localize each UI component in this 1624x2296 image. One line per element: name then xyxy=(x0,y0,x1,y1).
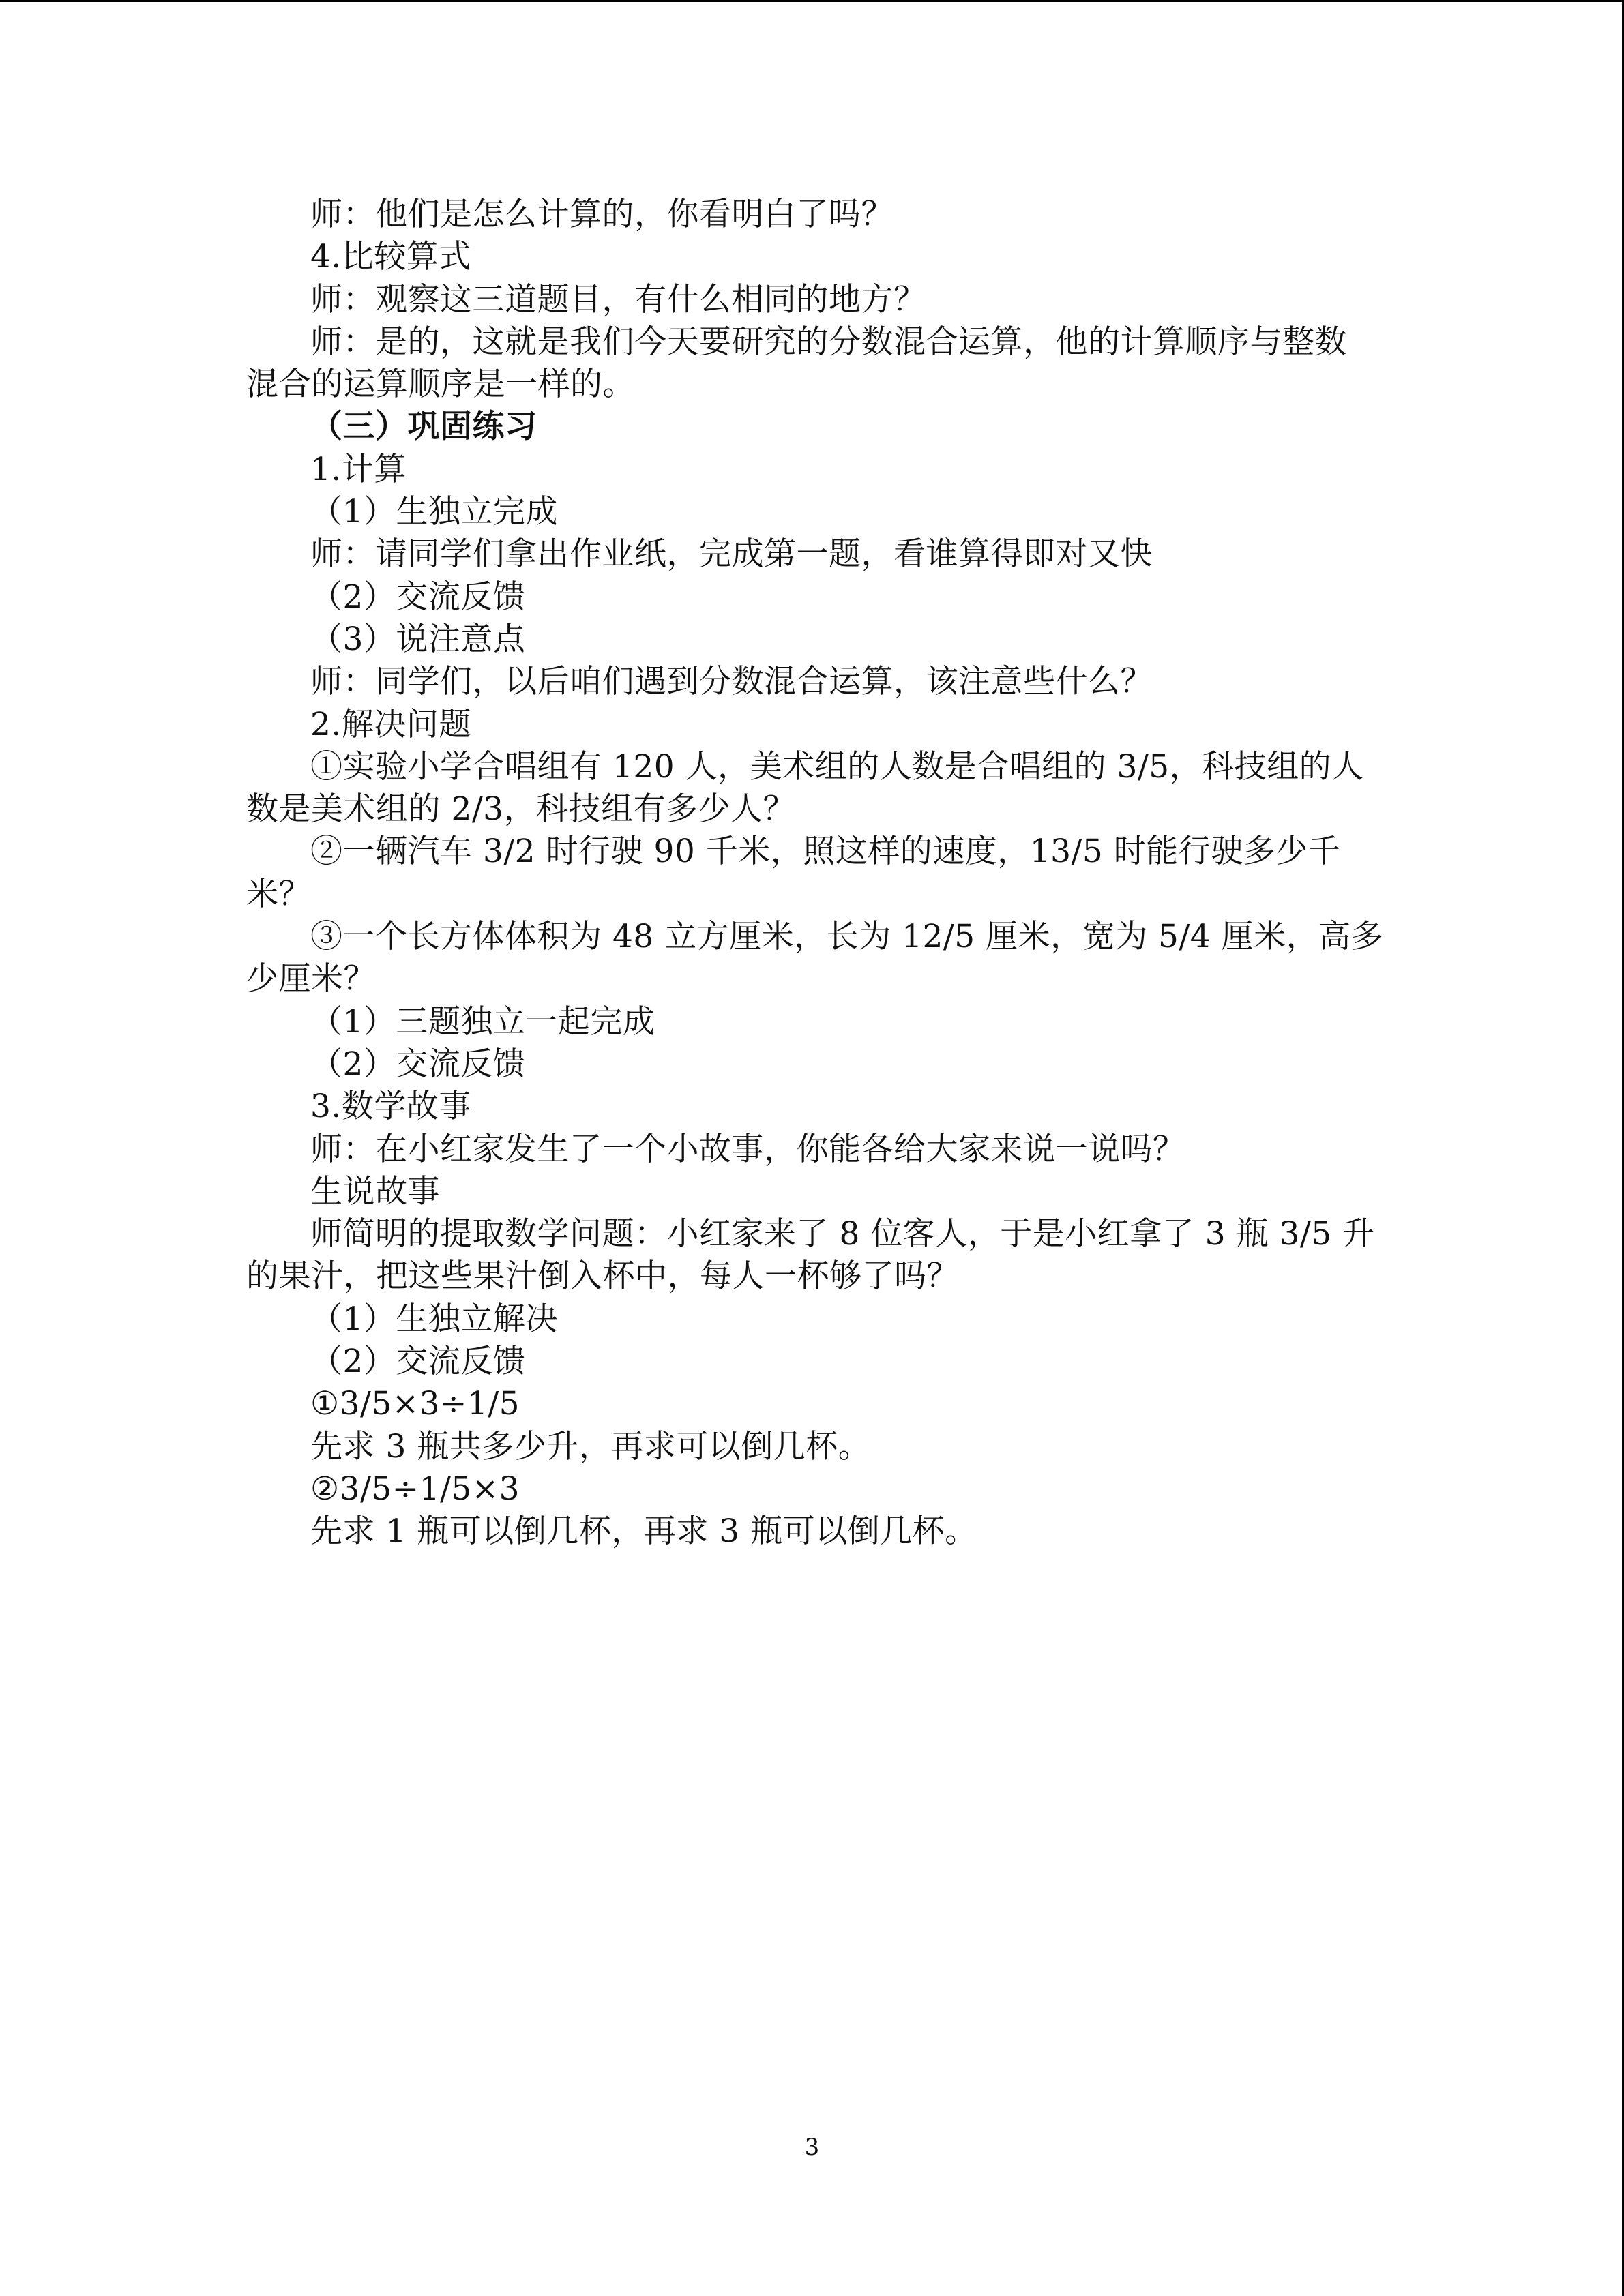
text-line: 的果汁，把这些果汁倒入杯中，每人一杯够了吗？ xyxy=(246,1257,959,1296)
section-heading: （三）巩固练习 xyxy=(310,408,537,446)
text-line: （1）生独立完成 xyxy=(310,493,558,531)
text-line: ②一辆汽车 3/2 时行驶 90 千米，照这样的速度，13/5 时能行驶多少千 xyxy=(310,833,1341,871)
text-line: （3）说注意点 xyxy=(310,620,526,658)
text-line: （2）交流反馈 xyxy=(310,578,526,616)
text-line: 师：请同学们拿出作业纸，完成第一题，看谁算得即对又快 xyxy=(310,535,1153,573)
text-line: 混合的运算顺序是一样的。 xyxy=(246,366,635,404)
text-line: 2.解决问题 xyxy=(310,705,471,743)
text-line: 师：他们是怎么计算的，你看明白了吗？ xyxy=(310,196,894,233)
text-line: 3.数学故事 xyxy=(310,1088,471,1126)
text-line: ①3/5×3÷1/5 xyxy=(310,1385,520,1423)
text-line: 师：是的，这就是我们今天要研究的分数混合运算，他的计算顺序与整数 xyxy=(310,323,1347,361)
text-line: ①实验小学合唱组有 120 人，美术组的人数是合唱组的 3/5，科技组的人 xyxy=(310,747,1364,786)
text-line: 先求 3 瓶共多少升，再求可以倒几杯。 xyxy=(310,1427,871,1465)
text-line: 生说故事 xyxy=(310,1172,440,1210)
text-line: ③一个长方体体积为 48 立方厘米，长为 12/5 厘米，宽为 5/4 厘米，高多 xyxy=(310,918,1384,956)
document-body xyxy=(246,194,1384,1553)
page-number: 3 xyxy=(804,2134,820,2161)
text-line: 数是美术组的 2/3，科技组有多少人？ xyxy=(246,790,796,829)
text-line: 少厘米？ xyxy=(246,960,376,998)
text-line: ②3/5÷1/5×3 xyxy=(310,1470,520,1508)
text-line: （1）生独立解决 xyxy=(310,1300,558,1338)
text-line: 师：在小红家发生了一个小故事，你能各给大家来说一说吗？ xyxy=(310,1130,1185,1168)
text-line: （1）三题独立一起完成 xyxy=(310,1002,655,1041)
text-line: （2）交流反馈 xyxy=(310,1045,526,1083)
page-top-border xyxy=(0,0,1624,2)
text-line: 4.比较算式 xyxy=(310,238,471,276)
text-line: （2）交流反馈 xyxy=(310,1343,526,1381)
text-line: 先求 1 瓶可以倒几杯，再求 3 瓶可以倒几杯。 xyxy=(310,1512,977,1551)
text-line: 1.计算 xyxy=(310,450,407,488)
text-line: 师简明的提取数学问题：小红家来了 8 位客人，于是小红拿了 3 瓶 3/5 升 xyxy=(310,1215,1375,1253)
text-line: 米？ xyxy=(246,875,311,913)
text-line: 师：同学们，以后咱们遇到分数混合运算，该注意些什么？ xyxy=(310,663,1153,701)
text-line: 师：观察这三道题目，有什么相同的地方？ xyxy=(310,280,926,318)
